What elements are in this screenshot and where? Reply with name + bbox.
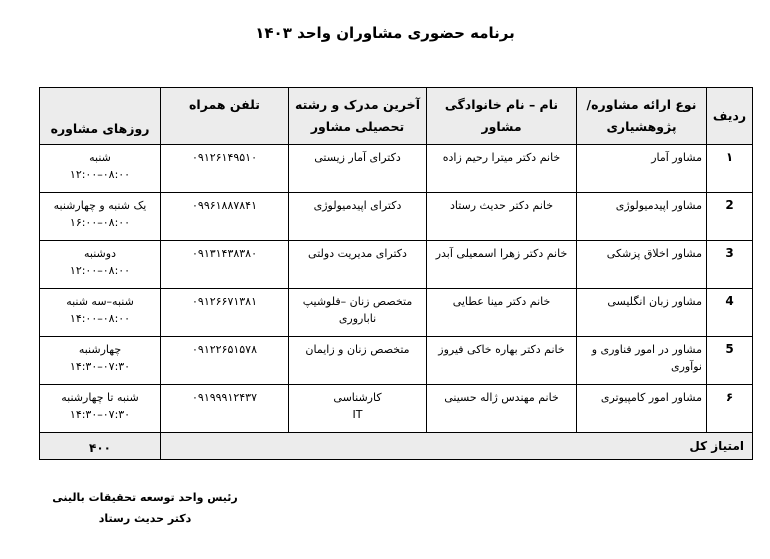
table-row [40,241,753,289]
header-days: روزهای مشاوره [40,88,161,145]
degree-field: IT [352,408,363,421]
advisor-name: خانم دکتر مینا عطایی [427,289,577,337]
header-phone: تلفن همراه [161,88,289,145]
consultation-days [40,145,161,193]
table-header-row [40,88,753,145]
advisor-degree: دکترای اپیدمیولوژی [289,193,427,241]
advisor-name: خانم دکتر حدیث رستاد [427,193,577,241]
row-number: 2 [707,193,753,241]
phone-number: ۰۹۱۹۹۹۱۲۴۳۷ [161,385,289,433]
table-row [40,145,753,193]
days-text: شنبه–سه شنبه [66,295,134,308]
phone-number: ۰۹۱۲۲۶۵۱۵۷۸ [161,337,289,385]
days-text: دوشنبه [84,247,116,260]
table-row [40,193,753,241]
header-consultation-type: نوع ارائه مشاوره/ پژوهشیاری [577,88,707,145]
days-text: شنبه تا چهارشنبه [61,391,139,404]
time-text: ۰۸:۰۰–۱۲:۰۰ [69,264,131,277]
footer-position: رئیس واحد توسعه تحقیقات بالینی [52,491,238,504]
consultation-type: مشاور در امور فناوری و نوآوری [577,337,707,385]
phone-number: ۰۹۱۲۶۶۷۱۳۸۱ [161,289,289,337]
table-row [40,337,753,385]
consultation-days [40,337,161,385]
consultation-type: مشاور اپیدمیولوژی [577,193,707,241]
days-text: شنبه [89,151,111,164]
header-row-number: ردیف [707,88,753,145]
row-number: 3 [707,241,753,289]
total-row [40,433,753,460]
phone-number: ۰۹۱۳۱۴۳۸۳۸۰ [161,241,289,289]
consultation-days [40,241,161,289]
advisor-degree [289,385,427,433]
advisor-degree: متخصص زنان –فلوشیپ نابارورى [289,289,427,337]
page-title: برنامه حضوری مشاوران واحد ۱۴۰۳ [255,24,515,42]
advisor-name: خانم دکتر بهاره خاکی فیروز [427,337,577,385]
days-text: یک شنبه و چهارشنبه [53,199,147,212]
phone-number: ۰۹۹۶۱۸۸۷۸۴۱ [161,193,289,241]
advisor-degree: متخصص زنان و زایمان [289,337,427,385]
advisor-degree: دکترای آمار زیستی [289,145,427,193]
footer-signatory: دکتر حدیث رستاد [98,512,192,525]
consultation-type: مشاور امور کامپیوتری [577,385,707,433]
consultation-days [40,385,161,433]
advisor-name: خانم مهندس ژاله حسینی [427,385,577,433]
consultation-type: مشاور اخلاق پزشکی [577,241,707,289]
header-degree: آخرین مدرک و رشته تحصیلی مشاور [289,88,427,145]
row-number: 5 [707,337,753,385]
table-row [40,289,753,337]
consultation-type: مشاور زبان انگلیسی [577,289,707,337]
phone-number: ۰۹۱۲۶۱۴۹۵۱۰ [161,145,289,193]
header-advisor-name: نام – نام خانوادگی مشاور [427,88,577,145]
advisor-name: خانم دکتر میترا رحیم زاده [427,145,577,193]
days-text: چهارشنبه [78,343,122,356]
time-text: ۰۸:۰۰–۱۴:۰۰ [69,312,131,325]
advisor-name: خانم دکتر زهرا اسمعیلی آبدر [427,241,577,289]
total-value: ۴۰۰ [40,433,161,460]
time-text: ۰۷:۳۰–۱۴:۳۰ [69,360,131,373]
time-text: ۰۸:۰۰–۱۶:۰۰ [69,216,131,229]
total-label: امتیاز کل [161,433,753,460]
advisors-table [39,87,753,460]
advisor-degree: دکترای مدیریت دولتی [289,241,427,289]
row-number: ۶ [707,385,753,433]
table-row [40,385,753,433]
time-text: ۰۸:۰۰–۱۲:۰۰ [69,168,131,181]
consultation-days [40,193,161,241]
degree-text: کارشناسی [333,391,382,404]
consultation-type: مشاور آمار [577,145,707,193]
consultation-days [40,289,161,337]
row-number: 4 [707,289,753,337]
time-text: ۰۷:۳۰–۱۴:۳۰ [69,408,131,421]
row-number: ۱ [707,145,753,193]
